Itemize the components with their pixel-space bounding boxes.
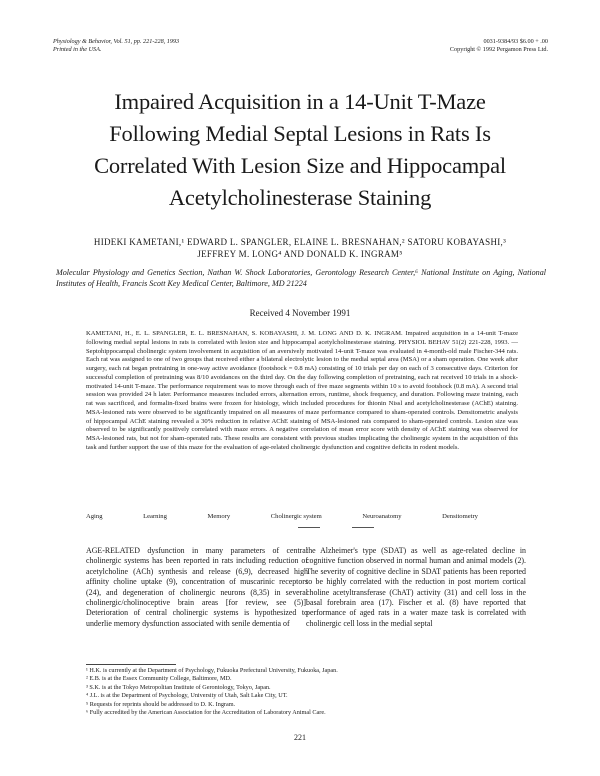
author-line: JEFFREY M. LONG⁴ AND DONALD K. INGRAM⁵ (197, 249, 403, 259)
body-column-left (86, 546, 308, 629)
issn-line: 0031-9384/93 $6.00 + .00 (483, 38, 548, 45)
footnote-divider (86, 664, 176, 665)
citation-line: Physiology & Behavior, Vol. 51, pp. 221-228, 1993 (53, 38, 180, 45)
footnote: ⁶ Fully accredited by the American Association for the Accreditation of Laboratory Animal Care. (86, 709, 326, 717)
author-list (40, 236, 560, 260)
title-line: Correlated With Lesion Size and Hippocampal (94, 153, 506, 178)
keyword-list (86, 513, 518, 520)
footnote: ⁴ J.L. is at the Department of Psychology, University of Utah, Salt Lake City, UT. (86, 692, 288, 700)
divider (298, 527, 320, 528)
title-line: Impaired Acquisition in a 14-Unit T-Maze (114, 89, 486, 114)
body-text: dysfunction in many parameters of central cholinergic systems has been reported in rats including reduction of acetylcholine (ACh) synthesis and release (6,9), decreased high affinity choline uptake (9), concentration of muscarinic receptors (24), and degeneration of cholinergic neurons (8,35) in several cholinergic/cholinoceptive brain areas [for review, see (5)]. Deterioration of central cholinergic systems is hypothesized to underlie memory dysfunction associated with senile dementia of (86, 546, 308, 628)
body-text: the Alzheimer's type (SDAT) as well as age-related decline in cognitive function observed in normal human and animal models (2). The severity of cognitive decline in SDAT patients has been reported to be highly correlated with the reduction in post mortem cortical choline acetyltransferase (ChAT) activity (31) and cell loss in the basal forebrain area (17). Fischer et al. (8) have reported that performance of aged rats in a water maze task is correlated with cholinergic cell loss in the medial septal (306, 546, 526, 628)
received-date: Received 4 November 1991 (249, 308, 351, 318)
keyword: Neuroanatomy (362, 513, 402, 520)
abstract: KAMETANI, H., E. L. SPANGLER, E. L. BRESNAHAN, S. KOBAYASHI, J. M. LONG AND D. K. INGRAM. Impaired acquisition in a 14-unit T-maze following medial septal lesions in rats is correlated with lesion size and hippocampal acetylcholinesterase staining. PHYSIOL BEHAV 51(2) 221-228, 1993. — Septohippocampal cholinergic system involvement in acquisition of an aversively motivated 14-unit T-maze was evaluated in 4-month-old male Fischer-344 rats. Each rat was assigned to one of two groups that received either a bilateral electrolytic lesion to the medial septal area (MSA) or a sham operation. One week after surgery, each rat began pretraining in one-way active avoidance (footshock = 0.8 mA) consisting of 10 trials per day on each of 3 consecutive days. Criterion for successful completion of pretraining was 8/10 avoidances on the third day. On the day following completion of pretraining, each rat received 10 trials in a shock-motivated 14-unit T-maze. The performance requirement was to move through each of five maze segments within 10 s to avoid footshock (0.8 mA). A second trial session was provided 24 h later. Performance measures included errors, alternation errors, runtime, shock frequency, and duration. Following maze training, each rat was sacrificed, and formalin-fixed brains were frozen for histology, which included procedures for thionin Nissl and acetylcholinesterase (AChE) staining. MSA-lesioned rats were observed to be significantly impaired on all measures of maze performance compared to sham-operated controls. Densitometric analysis of hippocampal AChE staining revealed a 30% reduction in relative AChE staining of MSA-lesioned rats compared to sham-operated controls. Lesion size was observed to be significantly positively correlated with maze errors. A negative correlation of mean error score with density of AChE staining was observed for MSA-lesioned rats, but not for sham-operated rats. These results are consistent with previous studies implicating the cholinergic system in the acquisition of this task and further support the use of this maze for the evaluation of age-related cholinergic dysfunction and cognitive deficits in rodent models. (86, 330, 518, 451)
keyword: Densitometry (442, 513, 478, 520)
author-line: HIDEKI KAMETANI,¹ EDWARD L. SPANGLER, ELAINE L. BRESNAHAN,² SATORU KOBAYASHI,³ (93, 237, 507, 247)
print-location: Printed in the USA. (53, 46, 102, 53)
lead-word: AGE-RELATED (86, 546, 140, 555)
footnote: ³ S.K. is at the Tokyo Metropolitan Institute of Gerontology, Tokyo, Japan. (86, 683, 271, 691)
footnote: ⁵ Requests for reprints should be addressed to D. K. Ingram. (86, 700, 236, 708)
page-number: 221 (294, 733, 306, 742)
body-column-right (306, 546, 526, 629)
copyright-notice (450, 38, 548, 54)
title-line: Acetylcholinesterase Staining (168, 185, 432, 210)
title-line: Following Medial Septal Lesions in Rats Is (109, 121, 491, 146)
keyword: Memory (207, 513, 231, 520)
article-title (40, 86, 560, 214)
footnote: ¹ H.K. is currently at the Department of Psychology, Fukuoka Prefectural University, Fukuoka, Japan. (86, 667, 338, 674)
divider (352, 527, 374, 528)
journal-citation (53, 38, 179, 54)
keyword: Learning (143, 513, 167, 520)
keyword: Cholinergic system (270, 513, 322, 520)
copyright-line: Copyright © 1992 Pergamon Press Ltd. (449, 46, 548, 53)
footnote: ² E.B. is at the Essex Community College, Baltimore, MD. (86, 675, 232, 683)
keyword: Aging (86, 513, 103, 520)
affiliation: Molecular Physiology and Genetics Section, Nathan W. Shock Laboratories, Gerontology Research Center,⁶ National Institute on Aging, National Institutes of Health, Francis Scott Key Medical Center, Baltimore, MD 21224 (56, 268, 546, 288)
footnotes (86, 667, 516, 717)
